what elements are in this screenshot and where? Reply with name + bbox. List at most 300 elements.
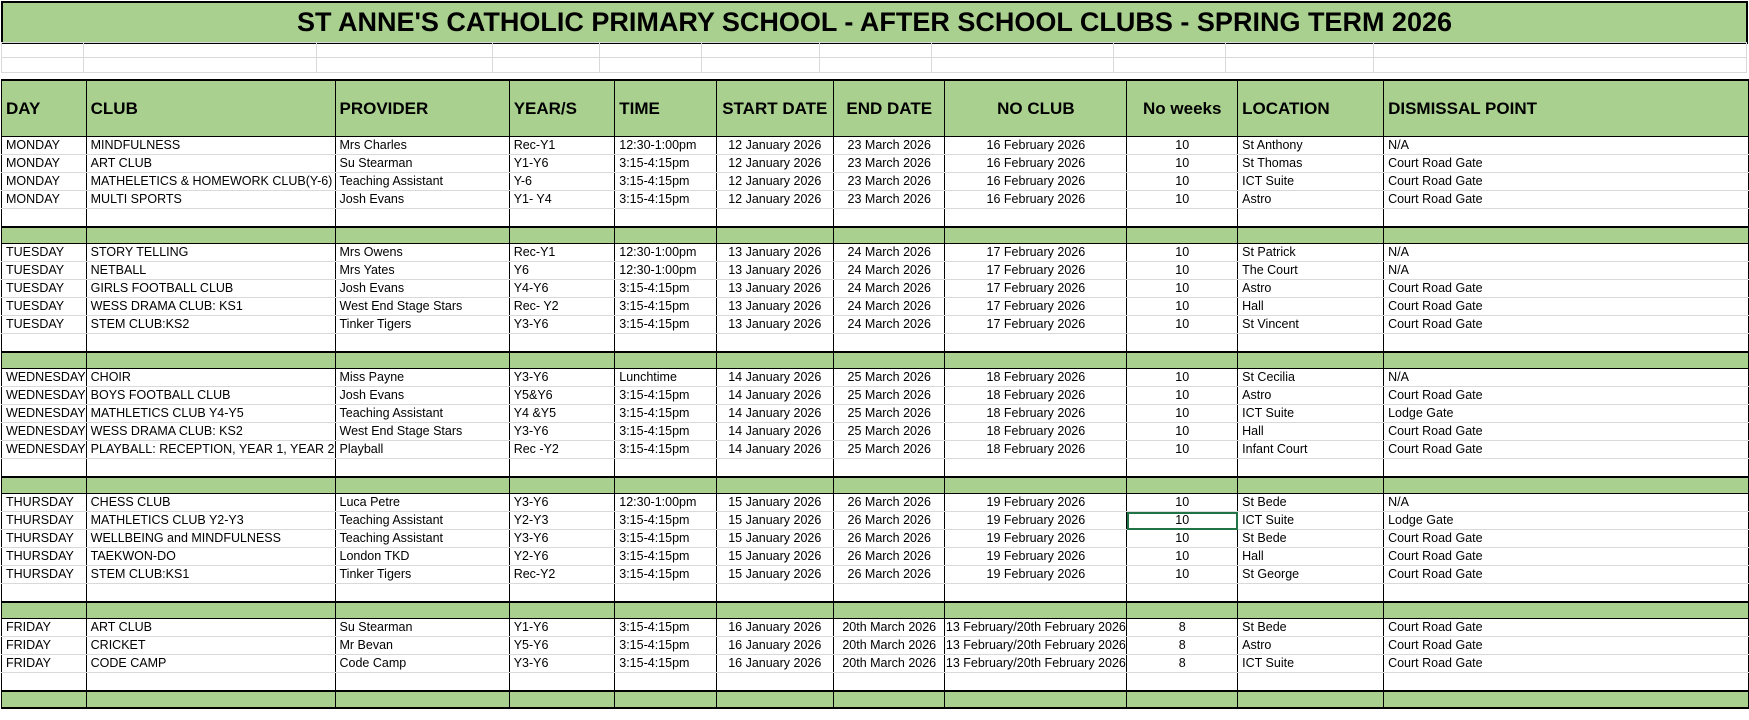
cell-years[interactable]: Rec- Y2 [509, 298, 615, 316]
cell-years[interactable]: Y-6 [509, 173, 615, 191]
cell[interactable] [1238, 352, 1384, 369]
cell[interactable] [945, 673, 1127, 692]
cell-time[interactable]: 12:30-1:00pm [615, 244, 716, 262]
header-years[interactable]: YEAR/S [509, 80, 615, 137]
cell-day[interactable]: WEDNESDAY [2, 405, 87, 423]
cell[interactable] [2, 584, 87, 603]
cell-years[interactable]: Y5&Y6 [509, 387, 615, 405]
cell-time[interactable]: 12:30-1:00pm [615, 137, 716, 155]
cell[interactable] [945, 691, 1127, 708]
cell[interactable] [493, 43, 600, 58]
header-start-date[interactable]: START DATE [716, 80, 834, 137]
cell[interactable] [335, 691, 509, 708]
cell-club[interactable]: CODE CAMP [86, 655, 335, 673]
cell-club[interactable]: MULTI SPORTS [86, 191, 335, 209]
cell-noclub[interactable]: 19 February 2026 [945, 566, 1127, 584]
cell-start[interactable]: 14 January 2026 [716, 387, 834, 405]
cell-weeks[interactable]: 8 [1127, 637, 1238, 655]
cell[interactable] [716, 334, 834, 353]
cell-dismissal[interactable]: Court Road Gate [1384, 441, 1749, 459]
cell-time[interactable]: Lunchtime [615, 369, 716, 387]
cell-time[interactable]: 3:15-4:15pm [615, 619, 716, 637]
cell-noclub[interactable]: 13 February/20th February 2026 [945, 619, 1127, 637]
cell[interactable] [1127, 602, 1238, 619]
cell[interactable] [1374, 43, 1747, 58]
cell-weeks[interactable]: 10 [1127, 298, 1238, 316]
cell-weeks[interactable]: 10 [1127, 244, 1238, 262]
cell-years[interactable]: Y6 [509, 262, 615, 280]
cell[interactable] [1384, 691, 1749, 708]
cell[interactable] [509, 602, 615, 619]
cell[interactable] [834, 691, 945, 708]
cell-day[interactable]: THURSDAY [2, 494, 87, 512]
cell-location[interactable]: ICT Suite [1238, 512, 1384, 530]
cell-start[interactable]: 13 January 2026 [716, 316, 834, 334]
cell-start[interactable]: 16 January 2026 [716, 619, 834, 637]
cell-years[interactable]: Y1- Y4 [509, 191, 615, 209]
cell-time[interactable]: 3:15-4:15pm [615, 530, 716, 548]
cell-noclub[interactable]: 13 February/20th February 2026 [945, 655, 1127, 673]
cell-provider[interactable]: Miss Payne [335, 369, 509, 387]
cell-club[interactable]: WESS DRAMA CLUB: KS2 [86, 423, 335, 441]
cell[interactable] [615, 602, 716, 619]
cell[interactable] [615, 352, 716, 369]
header-day[interactable]: DAY [2, 80, 87, 137]
cell[interactable] [335, 459, 509, 478]
cell-day[interactable]: FRIDAY [2, 655, 87, 673]
cell-time[interactable]: 3:15-4:15pm [615, 512, 716, 530]
cell[interactable] [2, 334, 87, 353]
cell-provider[interactable]: Teaching Assistant [335, 173, 509, 191]
cell[interactable] [86, 584, 335, 603]
cell-start[interactable]: 15 January 2026 [716, 512, 834, 530]
cell-start[interactable]: 16 January 2026 [716, 637, 834, 655]
cell-dismissal[interactable]: N/A [1384, 369, 1749, 387]
cell[interactable] [1384, 352, 1749, 369]
cell[interactable] [335, 673, 509, 692]
cell[interactable] [600, 43, 702, 58]
cell[interactable] [1127, 477, 1238, 494]
cell[interactable] [615, 584, 716, 603]
cell[interactable] [1238, 673, 1384, 692]
cell[interactable] [945, 602, 1127, 619]
cell-years[interactable]: Y1-Y6 [509, 155, 615, 173]
header-weeks[interactable]: No weeks [1127, 80, 1238, 137]
cell[interactable] [1127, 459, 1238, 478]
cell[interactable] [834, 602, 945, 619]
cell-end[interactable]: 26 March 2026 [834, 512, 945, 530]
cell[interactable] [86, 691, 335, 708]
cell[interactable] [1384, 209, 1749, 228]
cell-location[interactable]: Hall [1238, 423, 1384, 441]
cell-noclub[interactable]: 16 February 2026 [945, 191, 1127, 209]
cell-day[interactable]: MONDAY [2, 155, 87, 173]
cell-location[interactable]: ICT Suite [1238, 405, 1384, 423]
cell-end[interactable]: 24 March 2026 [834, 298, 945, 316]
cell-years[interactable]: Y3-Y6 [509, 423, 615, 441]
cell[interactable] [820, 43, 932, 58]
cell-start[interactable]: 13 January 2026 [716, 280, 834, 298]
cell-day[interactable]: TUESDAY [2, 262, 87, 280]
cell[interactable] [945, 477, 1127, 494]
cell-noclub[interactable]: 18 February 2026 [945, 387, 1127, 405]
cell-provider[interactable]: London TKD [335, 548, 509, 566]
cell-club[interactable]: WELLBEING and MINDFULNESS [86, 530, 335, 548]
cell-end[interactable]: 20th March 2026 [834, 619, 945, 637]
cell-dismissal[interactable]: Lodge Gate [1384, 512, 1749, 530]
cell-time[interactable]: 3:15-4:15pm [615, 387, 716, 405]
cell-provider[interactable]: Tinker Tigers [335, 566, 509, 584]
cell[interactable] [335, 209, 509, 228]
cell[interactable] [86, 334, 335, 353]
cell[interactable] [1238, 602, 1384, 619]
cell[interactable] [716, 459, 834, 478]
cell-provider[interactable]: Teaching Assistant [335, 405, 509, 423]
header-end-date[interactable]: END DATE [834, 80, 945, 137]
cell-dismissal[interactable]: N/A [1384, 244, 1749, 262]
cell[interactable] [932, 58, 1114, 73]
cell[interactable] [1114, 43, 1226, 58]
cell-location[interactable]: St George [1238, 566, 1384, 584]
cell-day[interactable]: WEDNESDAY [2, 369, 87, 387]
cell-time[interactable]: 3:15-4:15pm [615, 316, 716, 334]
cell[interactable] [945, 584, 1127, 603]
cell-location[interactable]: Infant Court [1238, 441, 1384, 459]
page-title[interactable]: ST ANNE'S CATHOLIC PRIMARY SCHOOL - AFTER SCHOOL CLUBS - SPRING TERM 2026 [2, 2, 1747, 43]
cell[interactable] [945, 334, 1127, 353]
cell[interactable] [86, 352, 335, 369]
cell-location[interactable]: St Patrick [1238, 244, 1384, 262]
cell[interactable] [932, 43, 1114, 58]
cell-start[interactable]: 15 January 2026 [716, 530, 834, 548]
cell-time[interactable]: 3:15-4:15pm [615, 655, 716, 673]
cell-dismissal[interactable]: Court Road Gate [1384, 316, 1749, 334]
cell-time[interactable]: 3:15-4:15pm [615, 548, 716, 566]
cell-years[interactable]: Y4 &Y5 [509, 405, 615, 423]
cell-weeks[interactable]: 10 [1127, 423, 1238, 441]
cell-weeks[interactable]: 10 [1127, 369, 1238, 387]
cell[interactable] [702, 43, 820, 58]
cell[interactable] [1238, 459, 1384, 478]
cell[interactable] [834, 477, 945, 494]
cell[interactable] [1384, 602, 1749, 619]
cell[interactable] [615, 209, 716, 228]
cell[interactable] [716, 584, 834, 603]
cell-provider[interactable]: Teaching Assistant [335, 530, 509, 548]
cell[interactable] [945, 352, 1127, 369]
cell[interactable] [509, 334, 615, 353]
cell-provider[interactable]: Mrs Owens [335, 244, 509, 262]
cell-weeks[interactable]: 10 [1127, 387, 1238, 405]
cell-dismissal[interactable]: Court Road Gate [1384, 387, 1749, 405]
cell[interactable] [1127, 584, 1238, 603]
header-time[interactable]: TIME [615, 80, 716, 137]
cell-start[interactable]: 15 January 2026 [716, 494, 834, 512]
cell[interactable] [1384, 334, 1749, 353]
cell-end[interactable]: 23 March 2026 [834, 155, 945, 173]
cell-day[interactable]: FRIDAY [2, 637, 87, 655]
cell[interactable] [335, 602, 509, 619]
cell-club[interactable]: STEM CLUB:KS1 [86, 566, 335, 584]
cell-day[interactable]: TUESDAY [2, 298, 87, 316]
cell-end[interactable]: 24 March 2026 [834, 262, 945, 280]
cell[interactable] [600, 58, 702, 73]
cell-start[interactable]: 14 January 2026 [716, 369, 834, 387]
cell-noclub[interactable]: 16 February 2026 [945, 173, 1127, 191]
cell-end[interactable]: 24 March 2026 [834, 316, 945, 334]
cell-day[interactable]: TUESDAY [2, 316, 87, 334]
cell[interactable] [1127, 227, 1238, 244]
cell-time[interactable]: 12:30-1:00pm [615, 494, 716, 512]
cell-day[interactable]: MONDAY [2, 173, 87, 191]
cell-dismissal[interactable]: Court Road Gate [1384, 619, 1749, 637]
cell-start[interactable]: 14 January 2026 [716, 441, 834, 459]
cell[interactable] [509, 352, 615, 369]
cell-provider[interactable]: Luca Petre [335, 494, 509, 512]
cell-end[interactable]: 24 March 2026 [834, 244, 945, 262]
cell[interactable] [820, 58, 932, 73]
cell-club[interactable]: CHOIR [86, 369, 335, 387]
cell[interactable] [716, 227, 834, 244]
cell[interactable] [2, 459, 87, 478]
cell-club[interactable]: STORY TELLING [86, 244, 335, 262]
cell[interactable] [1384, 673, 1749, 692]
cell-provider[interactable]: West End Stage Stars [335, 423, 509, 441]
cell-end[interactable]: 26 March 2026 [834, 548, 945, 566]
cell[interactable] [86, 477, 335, 494]
cell-dismissal[interactable]: Court Road Gate [1384, 566, 1749, 584]
cell-time[interactable]: 3:15-4:15pm [615, 280, 716, 298]
cell[interactable] [615, 691, 716, 708]
header-no-club[interactable]: NO CLUB [945, 80, 1127, 137]
cell[interactable] [2, 227, 87, 244]
cell[interactable] [834, 209, 945, 228]
cell-club[interactable]: MATHLETICS CLUB Y2-Y3 [86, 512, 335, 530]
cell[interactable] [716, 209, 834, 228]
cell-provider[interactable]: Su Stearman [335, 619, 509, 637]
cell-dismissal[interactable]: N/A [1384, 494, 1749, 512]
cell-weeks[interactable]: 10 [1127, 280, 1238, 298]
cell[interactable] [834, 352, 945, 369]
cell-club[interactable]: MATHLETICS CLUB Y4-Y5 [86, 405, 335, 423]
cell-years[interactable]: Y3-Y6 [509, 316, 615, 334]
cell-time[interactable]: 3:15-4:15pm [615, 637, 716, 655]
header-location[interactable]: LOCATION [1238, 80, 1384, 137]
cell[interactable] [2, 691, 87, 708]
header-dismissal[interactable]: DISMISSAL POINT [1384, 80, 1749, 137]
cell-club[interactable]: MATHELETICS & HOMEWORK CLUB(Y-6) [86, 173, 335, 191]
cell-provider[interactable]: Mr Bevan [335, 637, 509, 655]
cell[interactable] [1238, 334, 1384, 353]
cell-weeks[interactable]: 10 [1127, 262, 1238, 280]
cell[interactable] [317, 43, 493, 58]
header-provider[interactable]: PROVIDER [335, 80, 509, 137]
cell[interactable] [509, 209, 615, 228]
cell-noclub[interactable]: 17 February 2026 [945, 316, 1127, 334]
cell[interactable] [335, 227, 509, 244]
header-club[interactable]: CLUB [86, 80, 335, 137]
cell[interactable] [615, 227, 716, 244]
cell-dismissal[interactable]: Court Road Gate [1384, 191, 1749, 209]
cell[interactable] [335, 584, 509, 603]
cell-time[interactable]: 3:15-4:15pm [615, 298, 716, 316]
cell-dismissal[interactable]: Court Road Gate [1384, 637, 1749, 655]
cell-day[interactable]: TUESDAY [2, 244, 87, 262]
cell-club[interactable]: TAEKWON-DO [86, 548, 335, 566]
cell[interactable] [1238, 227, 1384, 244]
cell-day[interactable]: THURSDAY [2, 548, 87, 566]
cell-noclub[interactable]: 17 February 2026 [945, 262, 1127, 280]
cell-years[interactable]: Y2-Y3 [509, 512, 615, 530]
cell-club[interactable]: MINDFULNESS [86, 137, 335, 155]
cell-day[interactable]: WEDNESDAY [2, 387, 87, 405]
cell-weeks[interactable]: 10 [1127, 155, 1238, 173]
cell-end[interactable]: 24 March 2026 [834, 280, 945, 298]
cell-noclub[interactable]: 19 February 2026 [945, 530, 1127, 548]
cell-day[interactable]: THURSDAY [2, 566, 87, 584]
cell[interactable] [509, 227, 615, 244]
cell-dismissal[interactable]: Lodge Gate [1384, 405, 1749, 423]
cell[interactable] [716, 352, 834, 369]
cell[interactable] [1114, 58, 1226, 73]
cell[interactable] [335, 334, 509, 353]
cell-location[interactable]: Astro [1238, 387, 1384, 405]
cell-weeks[interactable]: 10 [1127, 405, 1238, 423]
cell-end[interactable]: 26 March 2026 [834, 494, 945, 512]
cell[interactable] [86, 227, 335, 244]
cell-start[interactable]: 14 January 2026 [716, 405, 834, 423]
cell-dismissal[interactable]: N/A [1384, 262, 1749, 280]
cell-start[interactable]: 14 January 2026 [716, 423, 834, 441]
cell-time[interactable]: 3:15-4:15pm [615, 173, 716, 191]
cell[interactable] [1384, 477, 1749, 494]
cell-years[interactable]: Y5-Y6 [509, 637, 615, 655]
cell-provider[interactable]: Code Camp [335, 655, 509, 673]
cell-end[interactable]: 25 March 2026 [834, 369, 945, 387]
cell[interactable] [834, 673, 945, 692]
cell-weeks[interactable]: 10 [1127, 548, 1238, 566]
cell[interactable] [716, 602, 834, 619]
cell[interactable] [2, 58, 84, 73]
cell-years[interactable]: Y4-Y6 [509, 280, 615, 298]
cell-provider[interactable]: Josh Evans [335, 191, 509, 209]
cell-start[interactable]: 15 January 2026 [716, 566, 834, 584]
cell-provider[interactable]: Teaching Assistant [335, 512, 509, 530]
cell-day[interactable]: WEDNESDAY [2, 423, 87, 441]
cell-end[interactable]: 23 March 2026 [834, 137, 945, 155]
cell-location[interactable]: St Bede [1238, 619, 1384, 637]
cell-noclub[interactable]: 16 February 2026 [945, 137, 1127, 155]
cell-time[interactable]: 3:15-4:15pm [615, 423, 716, 441]
cell-start[interactable]: 12 January 2026 [716, 137, 834, 155]
cell-time[interactable]: 3:15-4:15pm [615, 405, 716, 423]
cell[interactable] [1127, 352, 1238, 369]
cell-start[interactable]: 13 January 2026 [716, 298, 834, 316]
cell[interactable] [509, 584, 615, 603]
cell-location[interactable]: St Bede [1238, 494, 1384, 512]
cell-noclub[interactable]: 16 February 2026 [945, 155, 1127, 173]
cell[interactable] [1238, 209, 1384, 228]
cell[interactable] [2, 477, 87, 494]
cell-provider[interactable]: Mrs Yates [335, 262, 509, 280]
cell-provider[interactable]: Tinker Tigers [335, 316, 509, 334]
cell-time[interactable]: 12:30-1:00pm [615, 262, 716, 280]
cell-club[interactable]: ART CLUB [86, 155, 335, 173]
cell[interactable] [1374, 58, 1747, 73]
cell-weeks[interactable]: 10 [1127, 316, 1238, 334]
cell-noclub[interactable]: 18 February 2026 [945, 369, 1127, 387]
cell-start[interactable]: 16 January 2026 [716, 655, 834, 673]
cell[interactable] [1127, 673, 1238, 692]
cell-provider[interactable]: Playball [335, 441, 509, 459]
cell-location[interactable]: St Anthony [1238, 137, 1384, 155]
cell-location[interactable]: Astro [1238, 191, 1384, 209]
cell-provider[interactable]: Josh Evans [335, 387, 509, 405]
cell-years[interactable]: Rec -Y2 [509, 441, 615, 459]
cell[interactable] [1127, 209, 1238, 228]
cell[interactable] [945, 209, 1127, 228]
cell-dismissal[interactable]: Court Road Gate [1384, 280, 1749, 298]
cell-noclub[interactable]: 18 February 2026 [945, 441, 1127, 459]
cell-provider[interactable]: Josh Evans [335, 280, 509, 298]
cell-weeks[interactable]: 8 [1127, 655, 1238, 673]
cell[interactable] [317, 58, 493, 73]
cell-day[interactable]: FRIDAY [2, 619, 87, 637]
cell-start[interactable]: 15 January 2026 [716, 548, 834, 566]
cell[interactable] [1238, 691, 1384, 708]
cell-location[interactable]: St Cecilia [1238, 369, 1384, 387]
cell-end[interactable]: 20th March 2026 [834, 655, 945, 673]
cell-location[interactable]: Astro [1238, 637, 1384, 655]
cell[interactable] [84, 58, 317, 73]
cell[interactable] [716, 477, 834, 494]
cell-dismissal[interactable]: Court Road Gate [1384, 155, 1749, 173]
cell-end[interactable]: 20th March 2026 [834, 637, 945, 655]
cell[interactable] [86, 602, 335, 619]
cell[interactable] [509, 691, 615, 708]
cell-weeks[interactable]: 10 [1127, 137, 1238, 155]
cell-club[interactable]: BOYS FOOTBALL CLUB [86, 387, 335, 405]
cell[interactable] [84, 43, 317, 58]
cell[interactable] [509, 459, 615, 478]
cell-location[interactable]: Hall [1238, 548, 1384, 566]
cell[interactable] [834, 227, 945, 244]
cell-dismissal[interactable]: Court Road Gate [1384, 173, 1749, 191]
cell-noclub[interactable]: 17 February 2026 [945, 298, 1127, 316]
cell-location[interactable]: St Thomas [1238, 155, 1384, 173]
cell-dismissal[interactable]: Court Road Gate [1384, 655, 1749, 673]
cell-provider[interactable]: Mrs Charles [335, 137, 509, 155]
cell-years[interactable]: Y3-Y6 [509, 530, 615, 548]
cell[interactable] [86, 209, 335, 228]
cell-provider[interactable]: Su Stearman [335, 155, 509, 173]
cell[interactable] [2, 602, 87, 619]
cell[interactable] [615, 673, 716, 692]
cell[interactable] [1226, 58, 1374, 73]
cell-years[interactable]: Rec-Y1 [509, 137, 615, 155]
cell-day[interactable]: MONDAY [2, 191, 87, 209]
cell-day[interactable]: THURSDAY [2, 530, 87, 548]
cell-club[interactable]: CHESS CLUB [86, 494, 335, 512]
cell-weeks[interactable]: 10 [1127, 512, 1238, 530]
cell[interactable] [615, 459, 716, 478]
cell-years[interactable]: Y2-Y6 [509, 548, 615, 566]
cell-weeks[interactable]: 10 [1127, 191, 1238, 209]
cell-dismissal[interactable]: Court Road Gate [1384, 530, 1749, 548]
cell-weeks[interactable]: 10 [1127, 566, 1238, 584]
cell-weeks[interactable]: 8 [1127, 619, 1238, 637]
cell[interactable] [493, 58, 600, 73]
